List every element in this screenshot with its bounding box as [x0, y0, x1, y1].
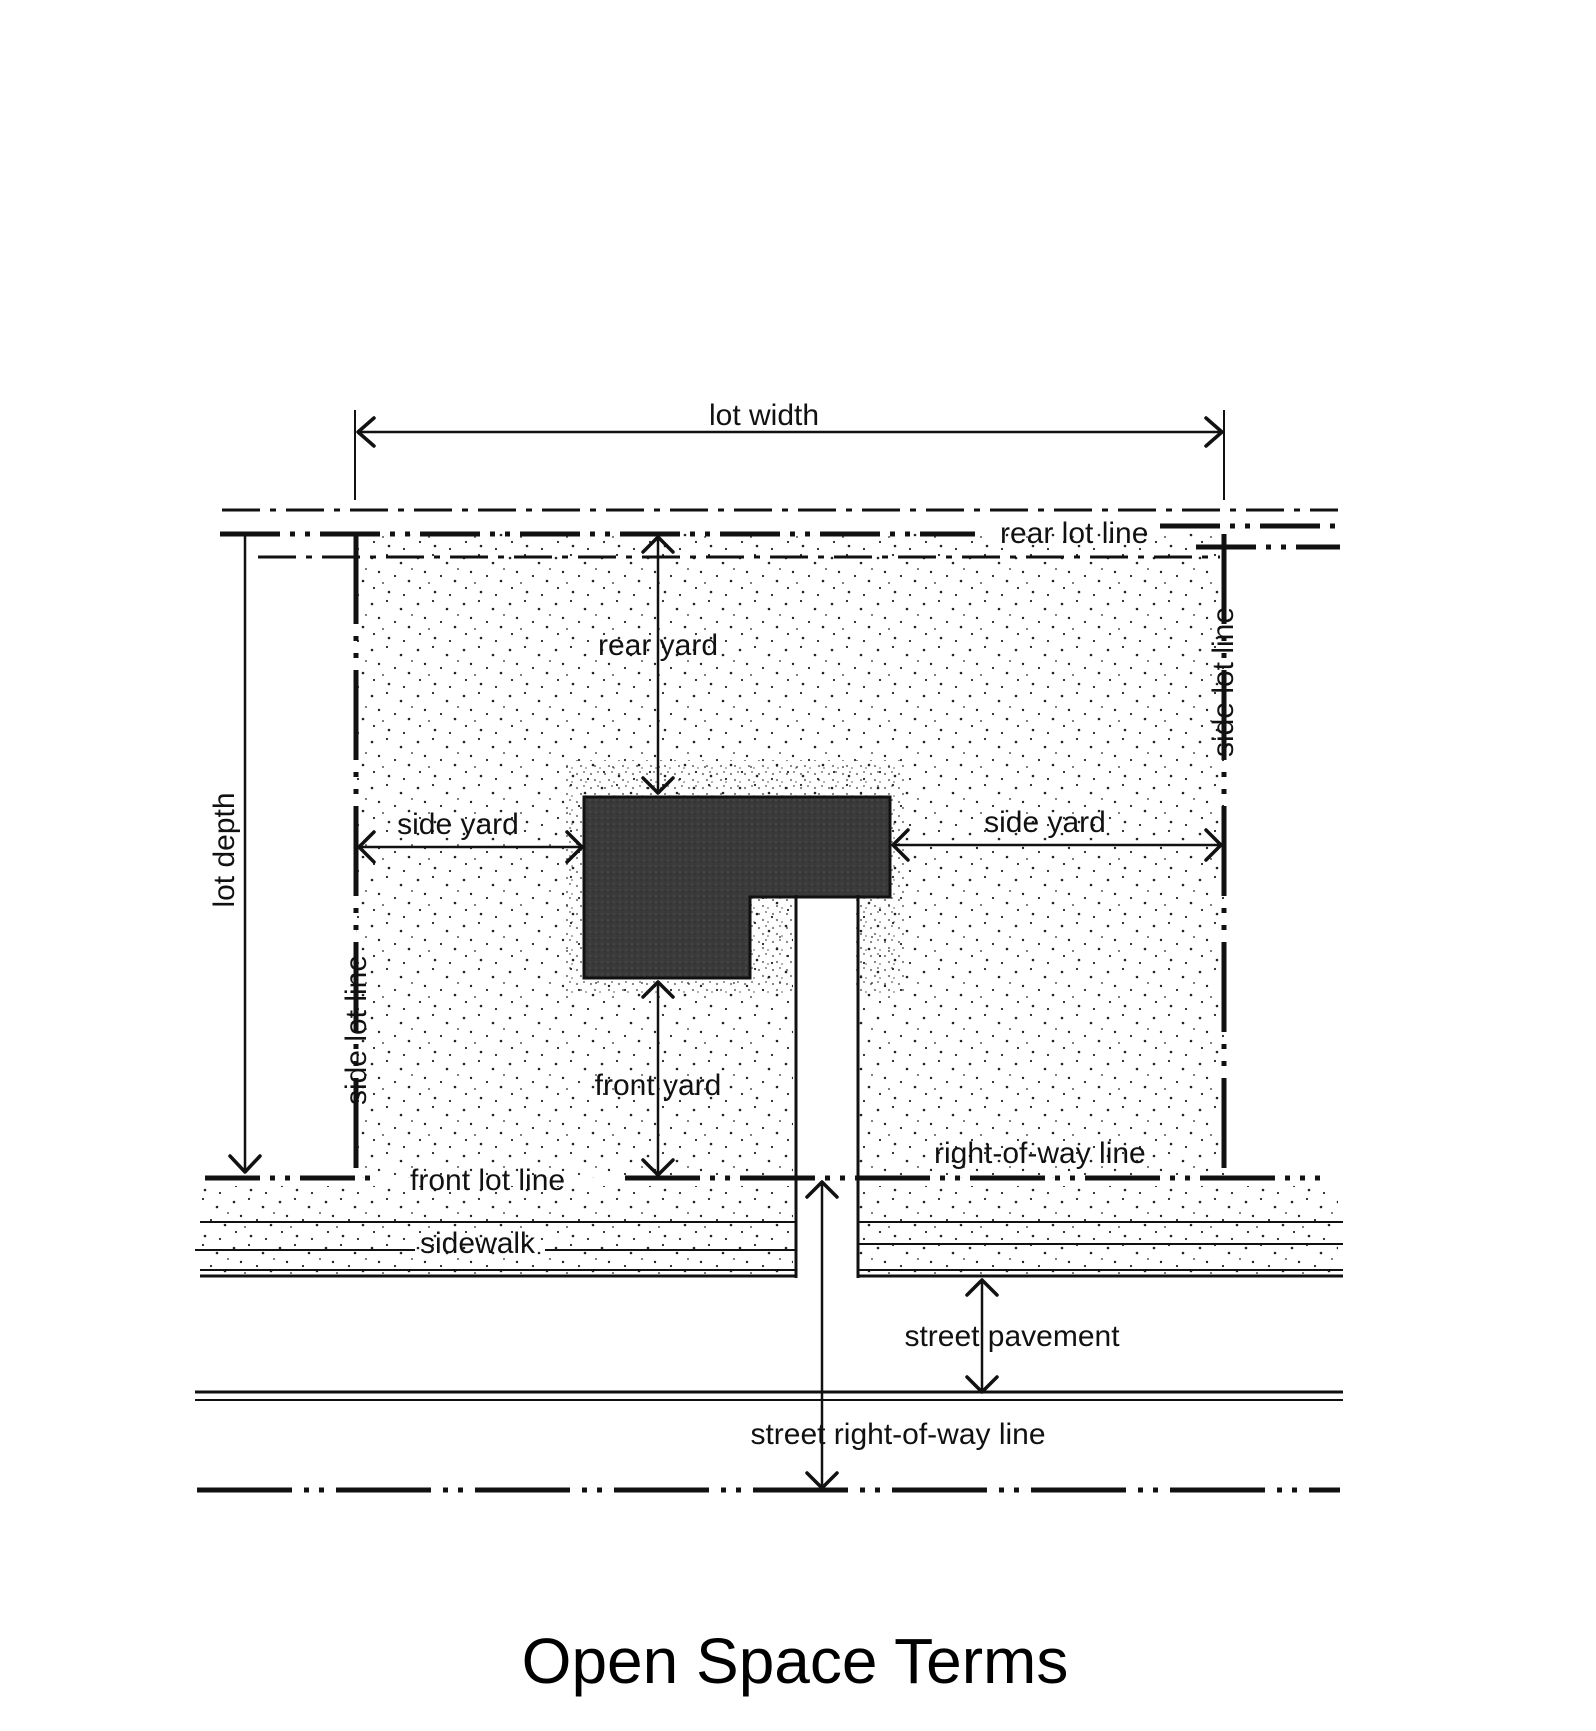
right-of-way-line-label: right-of-way line [934, 1137, 1146, 1170]
lot-depth-dimension [208, 536, 260, 1172]
lot-width-dimension [355, 399, 1224, 500]
diagram-caption: Open Space Terms [521, 1625, 1069, 1697]
front-lot-line-label: front lot line [410, 1164, 566, 1197]
street-pavement-dimension [195, 1280, 1343, 1400]
sidewalk-label: sidewalk [420, 1227, 536, 1260]
lot-area [200, 532, 1338, 1278]
rear-yard-label: rear yard [597, 629, 719, 662]
street-pavement-label: street pavement [904, 1320, 1120, 1353]
front-yard-label: front yard [594, 1069, 722, 1102]
side-yard-right-label: side yard [984, 806, 1106, 839]
side-lot-line-right-label: side lot line [1207, 606, 1240, 758]
lot-width-label: lot width [708, 399, 820, 432]
lot-depth-label: lot depth [208, 792, 241, 908]
street-right-of-way-line-label: street right-of-way line [750, 1418, 1046, 1451]
side-lot-line-left-label: side lot line [340, 954, 373, 1106]
rear-lot-line-label: rear lot line [1000, 517, 1149, 550]
side-yard-left-label: side yard [397, 808, 519, 841]
